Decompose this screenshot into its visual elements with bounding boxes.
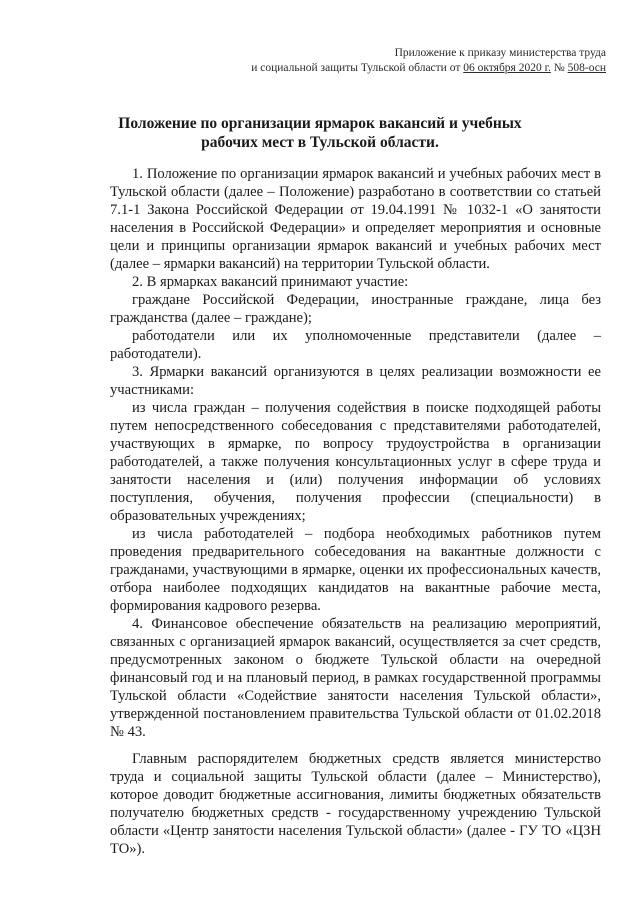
paragraph-2: 2. В ярмарках вакансий принимают участие: (132, 274, 409, 290)
paragraph-9: Главным распорядителем бюджетных средств является министерство труда и социальной защиты Тульской области (далее – Министерство), которое доводит бюджетные ассигнования, лимиты бюджетных обязательств получателю бюджетных средств - государственному учреждению Тульской области «Центр занятости населения Тульской области» (далее - ГУ ТО «ЦЗН ТО»). (110, 751, 601, 857)
paragraph-3: граждане Российской Федерации, иностранные граждане, лица без гражданства (далее – граждане); (110, 292, 601, 326)
document-body (110, 165, 601, 858)
paragraph-1: 1. Положение по организации ярмарок вакансий и учебных рабочих мест в Тульской области (далее – Положение) разработано в соответствии со статьей 7.1-1 Закона Российской Федерации от 19.04.1991 № 1032-1 «О занятости населения в Российской Федерации» и определяет мероприятия и основные цели и принципы организации ярмарок вакансий и учебных рабочих мест (далее – ярмарки вакансий) на территории Тульской области. (110, 166, 601, 272)
paragraph-4: работодатели или их уполномоченные представители (далее – работодатели). (110, 328, 601, 362)
paragraph-5: 3. Ярмарки вакансий организуются в целях реализации возможности ее участниками: (110, 364, 601, 398)
paragraph-6: из числа граждан – получения содействия в поиске подходящей работы путем непосредственного собеседования с представителями работодателей, участвующих в ярмарке, по вопросу трудоустройства в организации работодателей, а также получения консультационных услуг в сфере труда и занятости населения и (или) получения информации об условиях поступления, обучения, получения профессии (специальности) в образовательных учреждениях; (110, 400, 601, 524)
order-number: 508-осн (567, 62, 606, 74)
paragraph-7: из числа работодателей – подбора необходимых работников путем проведения предварительного собеседования на вакантные должности с гражданами, участвующими в ярмарке, оценки их профессиональных качеств, отбора наиболее подходящих кандидатов на вакантные рабочие места, формирования кадрового резерва. (110, 526, 601, 614)
header-line-1: Приложение к приказу министерства труда (394, 47, 606, 59)
header-line-2 (251, 61, 606, 76)
number-sign: № (550, 62, 568, 74)
paragraph-8: 4. Финансовое обеспечение обязательств на реализацию мероприятий, связанных с организацией ярмарок вакансий, осуществляется за счет средств, предусмотренных законом о бюджете Тульской области на очередной финансовый год и на плановый период, в рамках государственной программы Тульской области «Содействие занятости населения Тульской области», утвержденной постановлением правительства Тульской области от 01.02.2018 № 43. (110, 616, 601, 740)
order-reference-header (251, 46, 606, 76)
document-title: Положение по организации ярмарок вакансий и учебных рабочих мест в Тульской области. (118, 115, 522, 151)
order-date: 06 октября 2020 г. (463, 62, 551, 74)
header-prefix: и социальной защиты Тульской области от (251, 62, 464, 74)
